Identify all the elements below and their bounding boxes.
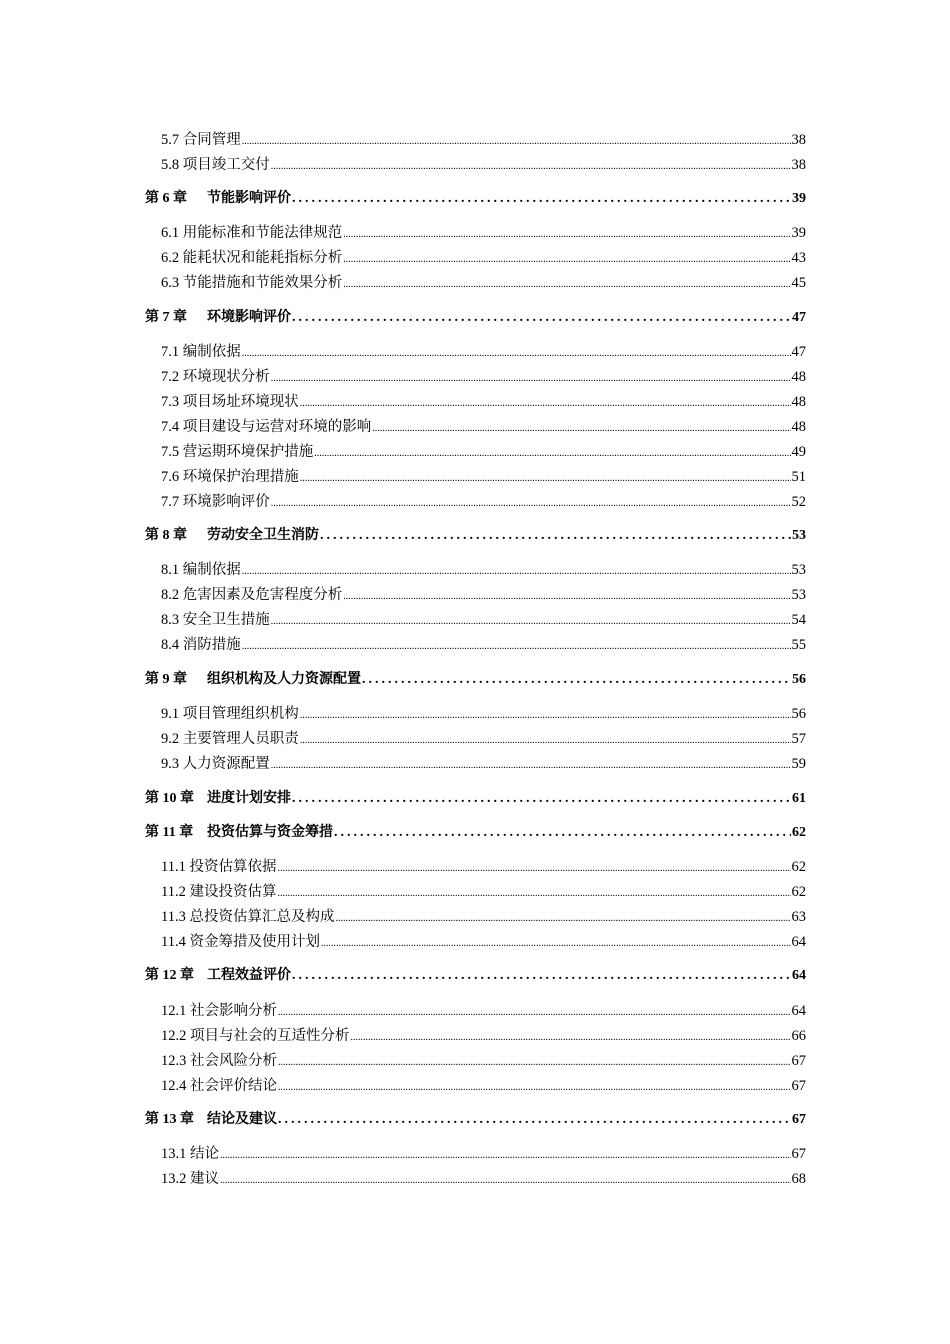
dot-leader [271, 760, 791, 771]
toc-section-title: 11.1 投资估算依据 [161, 859, 277, 875]
dot-leader [372, 423, 790, 434]
toc-chapter-title: 进度计划安排 [207, 791, 291, 806]
dot-leader [278, 1112, 791, 1128]
toc-section-title: 9.2 主要管理人员职责 [161, 731, 299, 747]
toc-page-number: 53 [791, 587, 806, 603]
toc-page-number: 64 [792, 968, 806, 983]
dot-leader [362, 672, 791, 688]
toc-section-title: 8.4 消防措施 [161, 637, 241, 653]
toc-chapter-title: 组织机构及人力资源配置 [207, 672, 361, 687]
toc-section-title: 13.2 建议 [161, 1171, 219, 1187]
toc-chapter-number: 第 10 章 [145, 791, 194, 806]
toc-chapter-number: 第 13 章 [145, 1112, 194, 1127]
toc-chapter-heading [145, 1108, 277, 1128]
toc-section-title: 8.2 危害因素及危害程度分析 [161, 587, 343, 603]
toc-page-number: 67 [791, 1146, 806, 1162]
toc-section-title: 7.3 项目场址环境现状 [161, 394, 299, 410]
toc-page-number: 53 [791, 562, 806, 578]
toc-section-entry[interactable] [161, 246, 806, 267]
toc-section-entry[interactable] [161, 880, 806, 901]
toc-section-title: 6.1 用能标准和节能法律规范 [161, 225, 343, 241]
dot-leader [220, 1175, 791, 1186]
toc-chapter-entry[interactable] [145, 821, 806, 841]
toc-section-entry[interactable] [161, 1049, 806, 1070]
dot-leader [351, 1032, 791, 1043]
toc-page-number: 47 [792, 310, 806, 325]
dot-leader [300, 710, 791, 721]
toc-section-title: 11.3 总投资估算汇总及构成 [161, 909, 335, 925]
dot-leader [343, 279, 790, 290]
toc-section-title: 11.4 资金筹措及使用计划 [161, 934, 320, 950]
toc-section-title: 12.4 社会评价结论 [161, 1078, 277, 1094]
toc-section-entry[interactable] [161, 855, 806, 876]
toc-section-title: 6.3 节能措施和节能效果分析 [161, 275, 343, 291]
dot-leader [292, 791, 791, 807]
toc-page-number: 43 [791, 250, 806, 266]
toc-page-number: 48 [791, 419, 806, 435]
toc-chapter-title: 投资估算与资金筹措 [207, 825, 333, 840]
toc-section-entry[interactable] [161, 490, 806, 511]
dot-leader [321, 938, 791, 949]
dot-leader [271, 373, 791, 384]
dot-leader [277, 863, 790, 874]
toc-chapter-heading [145, 964, 291, 984]
toc-page-number: 64 [791, 934, 806, 950]
toc-page-number: 62 [791, 884, 806, 900]
toc-section-entry[interactable] [161, 930, 806, 951]
toc-section-entry[interactable] [161, 365, 806, 386]
dot-leader [343, 229, 790, 240]
toc-page-number: 67 [792, 1112, 806, 1127]
dot-leader [242, 566, 791, 577]
toc-section-entry[interactable] [161, 999, 806, 1020]
toc-chapter-entry[interactable] [145, 187, 806, 207]
dot-leader [278, 1082, 791, 1093]
toc-chapter-number: 第 12 章 [145, 968, 194, 983]
toc-section-entry[interactable] [161, 415, 806, 436]
dot-leader [314, 448, 790, 459]
toc-section-entry[interactable] [161, 633, 806, 654]
toc-chapter-entry[interactable] [145, 668, 806, 688]
toc-section-entry[interactable] [161, 390, 806, 411]
toc-section-entry[interactable] [161, 1142, 806, 1163]
toc-section-entry[interactable] [161, 440, 806, 461]
dot-leader [300, 735, 791, 746]
toc-page-number: 39 [791, 225, 806, 241]
toc-chapter-heading [145, 787, 291, 807]
toc-section-title: 7.1 编制依据 [161, 344, 241, 360]
toc-chapter-entry[interactable] [145, 306, 806, 326]
toc-section-entry[interactable] [161, 1074, 806, 1095]
toc-section-title: 7.5 营运期环境保护措施 [161, 444, 314, 460]
toc-chapter-number: 第 11 章 [145, 825, 194, 840]
toc-section-entry[interactable] [161, 608, 806, 629]
dot-leader [300, 398, 791, 409]
toc-section-title: 8.3 安全卫生措施 [161, 612, 270, 628]
toc-page-number: 48 [791, 369, 806, 385]
dot-leader [292, 191, 791, 207]
toc-chapter-number: 第 7 章 [145, 310, 187, 325]
toc-chapter-heading [145, 524, 319, 544]
toc-section-entry[interactable] [161, 558, 806, 579]
toc-section-title: 9.1 项目管理组织机构 [161, 706, 299, 722]
toc-section-title: 6.2 能耗状况和能耗指标分析 [161, 250, 343, 266]
toc-section-title: 5.8 项目竣工交付 [161, 157, 270, 173]
toc-page-number: 61 [792, 791, 806, 806]
toc-page-number: 62 [792, 825, 806, 840]
toc-page-number: 38 [791, 132, 806, 148]
toc-section-title: 12.3 社会风险分析 [161, 1053, 277, 1069]
toc-page-number: 56 [791, 706, 806, 722]
toc-page-number: 67 [791, 1053, 806, 1069]
toc-section-entry[interactable] [161, 752, 806, 773]
dot-leader [278, 1057, 791, 1068]
dot-leader [343, 591, 790, 602]
toc-section-title: 9.3 人力资源配置 [161, 756, 270, 772]
toc-section-entry[interactable] [161, 727, 806, 748]
toc-section-title: 12.2 项目与社会的互适性分析 [161, 1028, 350, 1044]
toc-chapter-heading [145, 668, 361, 688]
toc-section-entry[interactable] [161, 271, 806, 292]
toc-chapter-entry[interactable] [145, 964, 806, 984]
dot-leader [220, 1150, 791, 1161]
toc-page-number: 54 [791, 612, 806, 628]
toc-chapter-title: 环境影响评价 [207, 310, 291, 325]
toc-page-number: 56 [792, 672, 806, 687]
dot-leader [300, 473, 791, 484]
toc-page-number: 66 [791, 1028, 806, 1044]
toc-section-title: 11.2 建设投资估算 [161, 884, 277, 900]
toc-page-number: 62 [791, 859, 806, 875]
toc-page-number: 52 [791, 494, 806, 510]
dot-leader [277, 888, 790, 899]
toc-chapter-number: 第 6 章 [145, 191, 187, 206]
toc-section-title: 7.2 环境现状分析 [161, 369, 270, 385]
toc-page-number: 39 [792, 191, 806, 206]
toc-section-entry[interactable] [161, 1024, 806, 1045]
toc-chapter-heading [145, 306, 291, 326]
toc-section-entry[interactable] [161, 153, 806, 174]
toc-section-title: 8.1 编制依据 [161, 562, 241, 578]
dot-leader [334, 825, 791, 841]
toc-page-number: 49 [791, 444, 806, 460]
toc-page-number: 38 [791, 157, 806, 173]
toc-chapter-heading [145, 821, 333, 841]
dot-leader [271, 616, 791, 627]
toc-chapter-number: 第 8 章 [145, 528, 187, 543]
dot-leader [242, 641, 791, 652]
toc-chapter-title: 结论及建议 [207, 1112, 277, 1127]
toc-section-title: 7.4 项目建设与运营对环境的影响 [161, 419, 372, 435]
toc-page-number: 68 [791, 1171, 806, 1187]
toc-chapter-entry[interactable] [145, 524, 806, 544]
toc-section-title: 5.7 合同管理 [161, 132, 241, 148]
toc-section-entry[interactable] [161, 465, 806, 486]
toc-page-number: 67 [791, 1078, 806, 1094]
toc-page-number: 47 [791, 344, 806, 360]
toc-page-number: 59 [791, 756, 806, 772]
toc-page-number: 63 [791, 909, 806, 925]
dot-leader [242, 136, 791, 147]
toc-section-entry[interactable] [161, 905, 806, 926]
toc-chapter-title: 节能影响评价 [207, 191, 291, 206]
toc-section-title: 12.1 社会影响分析 [161, 1003, 277, 1019]
toc-section-entry[interactable] [161, 128, 806, 149]
dot-leader [292, 968, 791, 984]
toc-section-title: 7.7 环境影响评价 [161, 494, 270, 510]
dot-leader [335, 913, 790, 924]
toc-page-number: 48 [791, 394, 806, 410]
dot-leader [292, 310, 791, 326]
toc-page-number: 64 [791, 1003, 806, 1019]
toc-section-entry[interactable] [161, 583, 806, 604]
toc-page-number: 45 [791, 275, 806, 291]
toc-chapter-heading [145, 187, 291, 207]
dot-leader [242, 348, 791, 359]
toc-page-number: 51 [791, 469, 806, 485]
toc-chapter-entry[interactable] [145, 1108, 806, 1128]
toc-page-number: 57 [791, 731, 806, 747]
toc-chapter-number: 第 9 章 [145, 672, 187, 687]
dot-leader [320, 528, 791, 544]
toc-section-entry[interactable] [161, 702, 806, 723]
toc-chapter-title: 工程效益评价 [207, 968, 291, 983]
toc-page-number: 55 [791, 637, 806, 653]
toc-chapter-title: 劳动安全卫生消防 [207, 528, 319, 543]
dot-leader [271, 498, 791, 509]
toc-section-title: 7.6 环境保护治理措施 [161, 469, 299, 485]
toc-page-number: 53 [792, 528, 806, 543]
dot-leader [343, 254, 790, 265]
toc-section-entry[interactable] [161, 221, 806, 242]
toc-section-entry[interactable] [161, 340, 806, 361]
toc-chapter-entry[interactable] [145, 787, 806, 807]
toc-section-entry[interactable] [161, 1167, 806, 1188]
dot-leader [278, 1007, 791, 1018]
toc-section-title: 13.1 结论 [161, 1146, 219, 1162]
dot-leader [271, 161, 791, 172]
